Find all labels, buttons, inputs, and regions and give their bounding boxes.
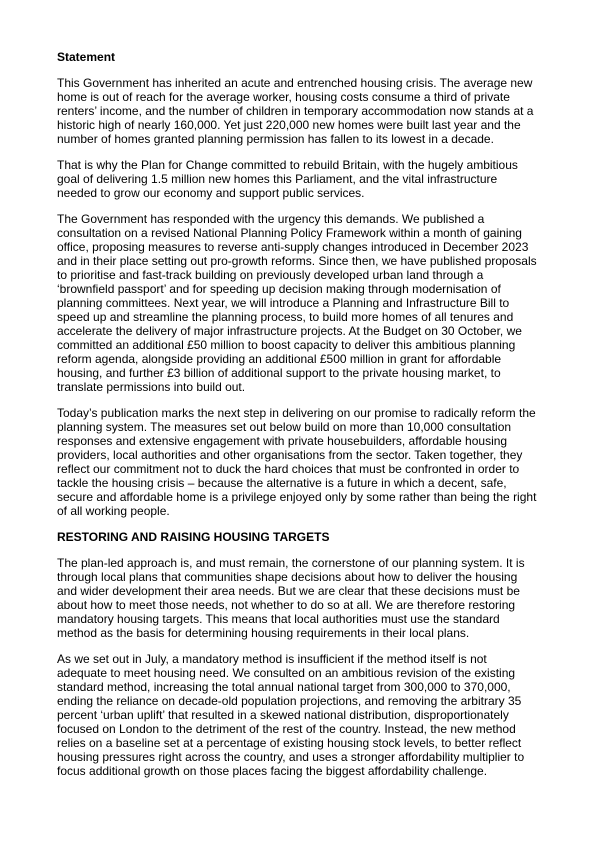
text-line: reform agenda, alongside providing an additional £500 million in grant for affordable	[57, 352, 502, 366]
text-line: tackle the housing crisis – because the alternative is a future in which a decent, safe,	[57, 476, 507, 490]
text-line: about how to meet those needs, not whether to do so at all. We are therefore restoring	[57, 598, 516, 612]
text-line: This Government has inherited an acute and entrenched housing crisis. The average new	[57, 76, 533, 90]
paragraph	[57, 652, 541, 778]
text-line: secure and affordable home is a privilege enjoyed only by some rather than being the right	[57, 490, 537, 504]
text-line: housing, and further £3 billion of additional support to the private housing market, to	[57, 366, 501, 380]
text-line: relies on a baseline set at a percentage of existing housing stock levels, to better reflect	[57, 736, 522, 750]
section-heading	[57, 530, 541, 544]
text-line: As we set out in July, a mandatory method is insufficient if the method itself is not	[57, 652, 487, 666]
text-line: goal of delivering 1.5 million new homes this Parliament, and the vital infrastructure	[57, 172, 498, 186]
text-line: providers, local authorities and other organisations from the sector. Taken together, they	[57, 448, 523, 462]
text-line: and in their place setting out pro-growth reforms. Since then, we have published proposals	[57, 254, 537, 268]
text-line: reflect our commitment not to duck the hard choices that must be confronted in order to	[57, 462, 520, 476]
text-line: That is why the Plan for Change committed to rebuild Britain, with the hugely ambitious	[57, 158, 518, 172]
text-line: ‘brownfield passport’ and for speeding up decision making through modernisation of	[57, 282, 501, 296]
text-line: responses and extensive engagement with private housebuilders, affordable housing	[57, 434, 508, 448]
text-line: mandatory housing targets. This means that local authorities must use the standard	[57, 612, 500, 626]
paragraph	[57, 158, 541, 200]
text-line: housing pressures right across the country, and uses a stronger affordability multiplier to	[57, 750, 525, 764]
text-line: planning committees. Next year, we will introduce a Planning and Infrastructure Bill to	[57, 296, 510, 310]
text-line: to prioritise and fast-track building on previously developed urban land through a	[57, 268, 484, 282]
text-line: of all working people.	[57, 504, 170, 518]
text-line: committed an additional £50 million to boost capacity to deliver this ambitious planning	[57, 338, 516, 352]
text-line: Today’s publication marks the next step in delivering on our promise to radically reform the	[57, 406, 536, 420]
text-line: office, proposing measures to reverse anti-supply changes introduced in December 2023	[57, 240, 529, 254]
paragraph	[57, 212, 541, 394]
paragraph	[57, 556, 541, 640]
text-line: renters’ income, and the number of children in temporary accommodation now stands at a	[57, 104, 534, 118]
text-line: through local plans that communities shape decisions about how to deliver the housing	[57, 570, 518, 584]
text-line: consultation on a revised National Planning Policy Framework within a month of gaining	[57, 226, 522, 240]
text-line: Statement	[57, 50, 116, 64]
paragraph	[57, 406, 541, 518]
text-line: home is out of reach for the average worker, housing costs consume a third of private	[57, 90, 510, 104]
text-line: needed to grow our economy and support public services.	[57, 186, 365, 200]
text-line: translate permissions into build out.	[57, 380, 246, 394]
text-line: RESTORING AND RAISING HOUSING TARGETS	[57, 530, 330, 544]
text-line: number of homes granted planning permission has fallen to its lowest in a decade.	[57, 132, 494, 146]
text-line: ending the reliance on decade-old population projections, and removing the arbitrary 35	[57, 694, 522, 708]
document-page	[57, 50, 541, 790]
text-line: and wider development their area needs. But we are clear that these decisions must be	[57, 584, 520, 598]
text-line: The Government has responded with the urgency this demands. We published a	[57, 212, 485, 226]
text-line: focused on London to the detriment of the rest of the country. Instead, the new method	[57, 722, 516, 736]
text-line: method as the basis for determining housing requirements in their local plans.	[57, 626, 470, 640]
text-line: accelerate the delivery of major infrastructure projects. At the Budget on 30 October, we	[57, 324, 522, 338]
paragraph	[57, 76, 541, 146]
section-heading	[57, 50, 541, 64]
text-line: standard method, increasing the total annual national target from 300,000 to 370,000,	[57, 680, 511, 694]
text-line: historic high of nearly 160,000. Yet just 220,000 new homes were built last year and the	[57, 118, 521, 132]
text-line: adequate to meet housing need. We consulted on an ambitious revision of the existing	[57, 666, 516, 680]
text-line: planning system. The measures set out below build on more than 10,000 consultation	[57, 420, 512, 434]
text-line: speed up and streamline the planning process, to build more homes of all tenures and	[57, 310, 514, 324]
text-line: focus additional growth on those places facing the biggest affordability challenge.	[57, 764, 488, 778]
text-line: The plan-led approach is, and must remain, the cornerstone of our planning system. It is	[57, 556, 525, 570]
text-line: percent ‘urban uplift’ that resulted in a skewed national distribution, disproportionately	[57, 708, 509, 722]
